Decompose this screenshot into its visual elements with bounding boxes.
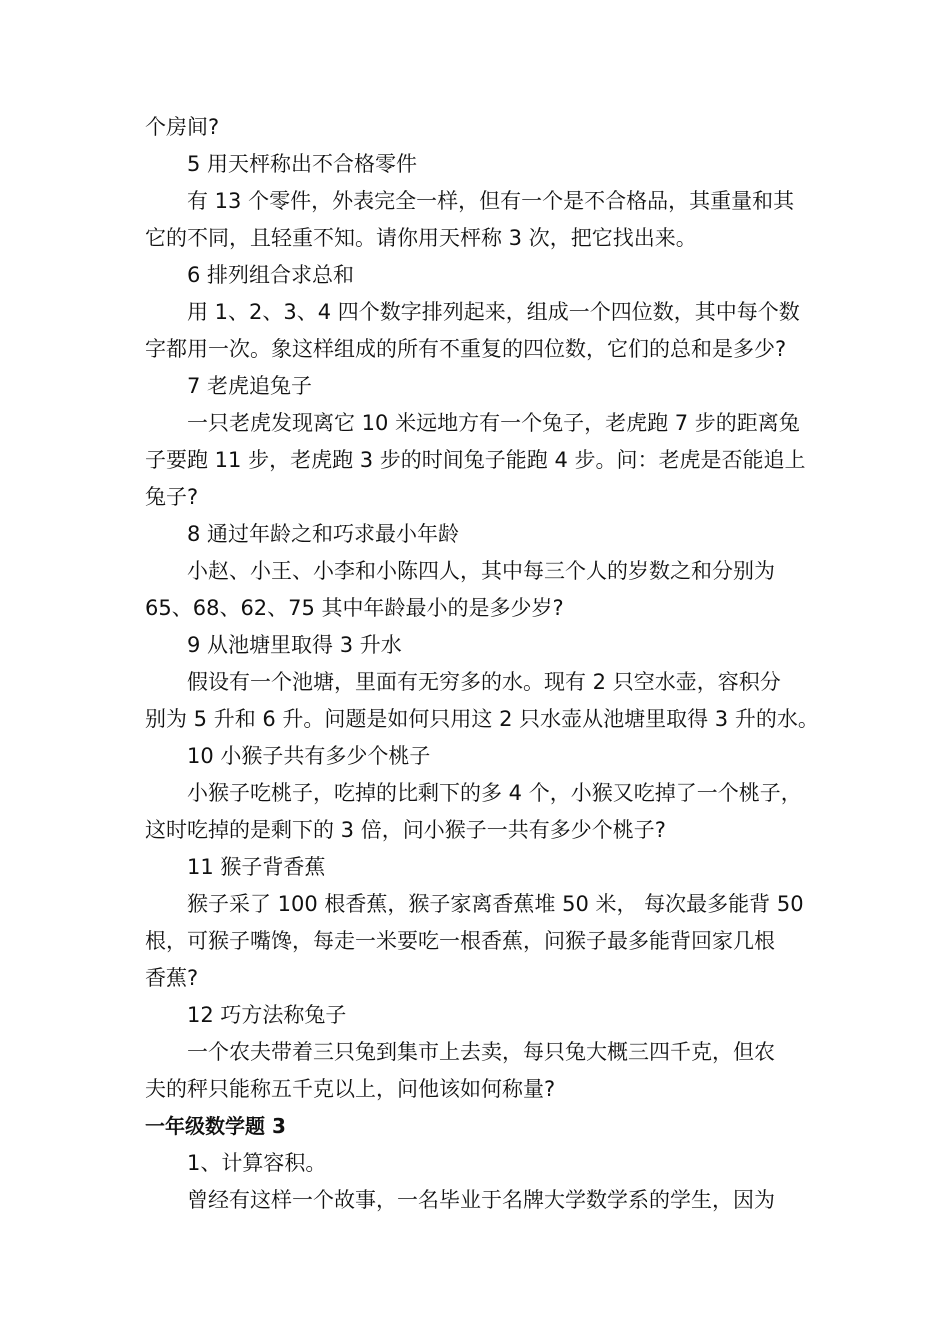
text-line: 它的不同，且轻重不知。请你用天枰称 3 次，把它找出来。 [145, 226, 697, 250]
text-line: 假设有一个池塘，里面有无穷多的水。现有 2 只空水壶，容积分 [187, 670, 781, 694]
section-heading: 8 通过年龄之和巧求最小年龄 [187, 522, 460, 546]
section-heading: 5 用天枰称出不合格零件 [187, 152, 418, 176]
text-line: 65、68、62、75 其中年龄最小的是多少岁? [145, 596, 564, 620]
text-line: 个房间? [145, 115, 220, 139]
section-heading: 10 小猴子共有多少个桃子 [187, 744, 431, 768]
text-line: 猴子采了 100 根香蕉，猴子家离香蕉堆 50 米， 每次最多能背 50 [187, 892, 804, 916]
section-heading: 6 排列组合求总和 [187, 263, 355, 287]
section-heading: 12 巧方法称兔子 [187, 1003, 347, 1027]
text-line: 夫的秤只能称五千克以上，问他该如何称量? [145, 1077, 556, 1101]
section-heading: 9 从池塘里取得 3 升水 [187, 633, 402, 657]
text-line: 子要跑 11 步，老虎跑 3 步的时间兔子能跑 4 步。问：老虎是否能追上 [145, 448, 806, 472]
section-heading: 1、计算容积。 [187, 1151, 327, 1175]
text-line: 一个农夫带着三只兔到集市上去卖，每只兔大概三四千克，但农 [187, 1040, 775, 1064]
text-line: 香蕉? [145, 966, 199, 990]
text-line: 兔子? [145, 485, 199, 509]
chapter-heading: 一年级数学题 3 [145, 1114, 286, 1138]
text-line: 一只老虎发现离它 10 米远地方有一个兔子，老虎跑 7 步的距离兔 [187, 411, 800, 435]
text-line: 用 1、2、3、4 四个数字排列起来，组成一个四位数，其中每个数 [187, 300, 800, 324]
text-line: 曾经有这样一个故事，一名毕业于名牌大学数学系的学生，因为 [187, 1188, 775, 1212]
text-line: 有 13 个零件，外表完全一样，但有一个是不合格品，其重量和其 [187, 189, 795, 213]
text-line: 根，可猴子嘴馋，每走一米要吃一根香蕉，问猴子最多能背回家几根 [145, 929, 775, 953]
text-line: 小赵、小王、小李和小陈四人，其中每三个人的岁数之和分别为 [187, 559, 775, 583]
section-heading: 11 猴子背香蕉 [187, 855, 326, 879]
text-line: 字都用一次。象这样组成的所有不重复的四位数，它们的总和是多少? [145, 337, 787, 361]
text-line: 别为 5 升和 6 升。问题是如何只用这 2 只水壶从池塘里取得 3 升的水。 [145, 707, 819, 731]
text-line: 这时吃掉的是剩下的 3 倍，问小猴子一共有多少个桃子? [145, 818, 666, 842]
text-line: 小猴子吃桃子，吃掉的比剩下的多 4 个，小猴又吃掉了一个桃子， [187, 781, 802, 805]
section-heading: 7 老虎追兔子 [187, 374, 313, 398]
